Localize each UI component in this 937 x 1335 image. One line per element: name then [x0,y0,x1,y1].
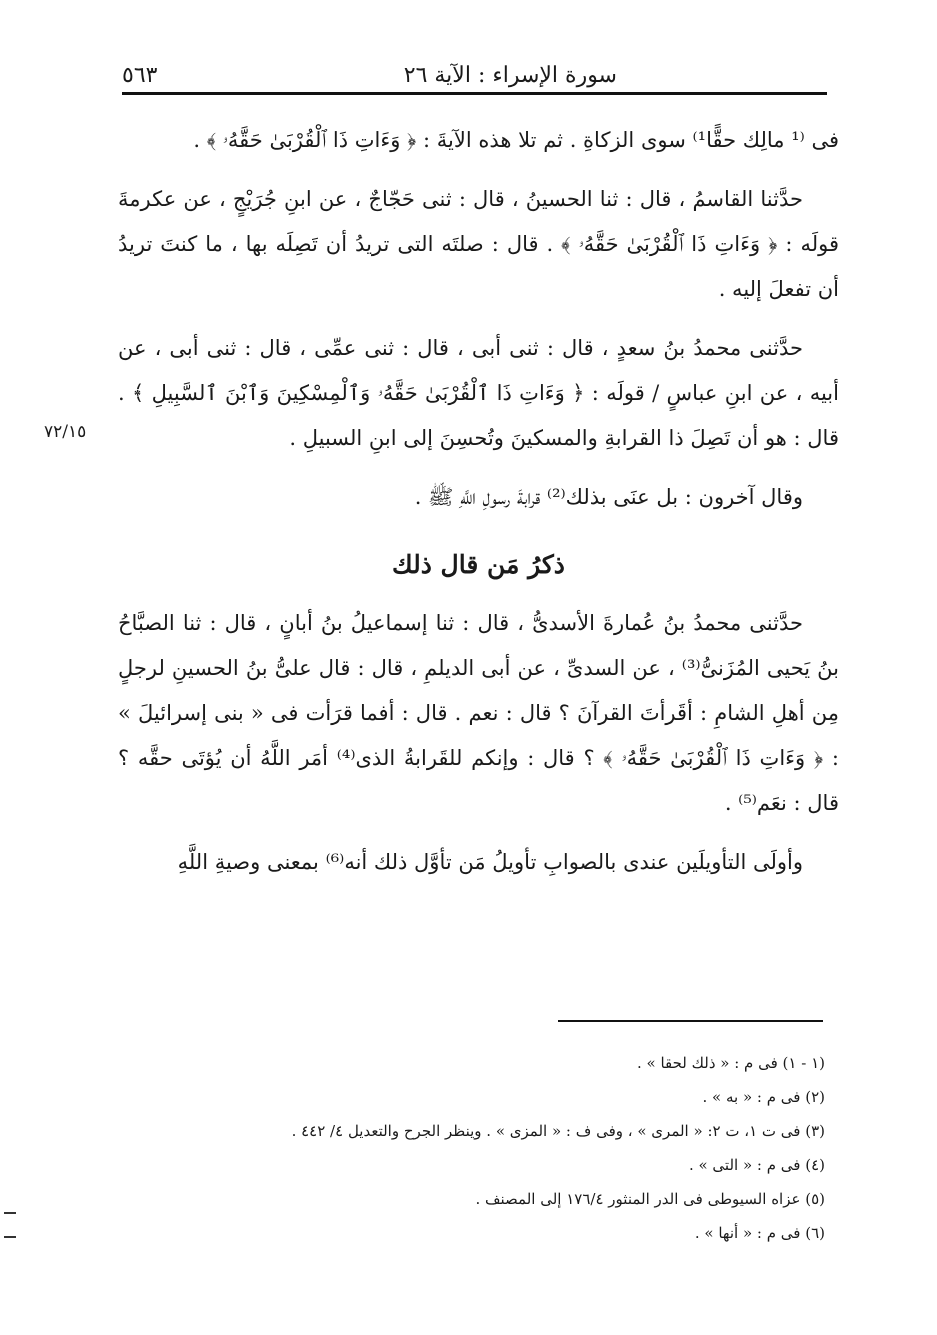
paragraph: حدَّثنى محمدُ بنُ عُمارةَ الأسدىُّ ، قال : ثنا إسماعيلُ بنُ أبانٍ ، قال : ثنا الصبَّاحُ بنُ يَحيى المُزَنىُّ⁽³⁾ ، عن السدىِّ ، عن أبى الديلمِ ، قال : قال علىُّ بنُ الحسينِ لرجلٍ مِن أهلِ الشامِ : أقَرأتَ القرآنَ ؟ قال : نعم . قال : أفما قرَأت فى « بنى إسرائيلَ » : ﴿ وَءَاتِ ذَا ٱلْقُرْبَىٰ حَقَّهُۥ ﴾ ؟ قال : وإنكم للقَرابةُ الذى⁽⁴⁾ أمَر اللَّهُ أن يُؤتَى حقَّه ؟ قال : نعَم⁽⁵⁾ . [118,611,839,815]
scan-mark [4,1212,16,1214]
section-heading: ذكرُ مَن قال ذلك [392,550,565,579]
footnote: (٢) فى م : « به » . [702,1088,825,1106]
paragraph: حدَّثنا القاسمُ ، قال : ثنا الحسينُ ، قال : ثنى حَجّاجٌ ، عن ابنِ جُرَيْجٍ ، عن عكرمةَ قولَه : ﴿ وَءَاتِ ذَا ٱلْقُرْبَىٰ حَقَّهُۥ ﴾ . قال : صلتَه التى تريدُ أن تَصِلَه بها ، ما كنتَ تريدُ أن تفعلَ إليه . [118,187,839,301]
paragraph: وأولَى التأويلَين عندى بالصوابِ تأويلُ مَن تأوَّل ذلك أنه⁽⁶⁾ بمعنى وصيةِ اللَّهِ [177,850,803,874]
page-number: ٥٦٣ [122,63,158,88]
page-header [122,40,827,88]
footnote: (٣) فى ت ١، ت ٢: « المرى » ، وفى ف : « المزى » . وينظر الجرح والتعديل ٤/ ٤٤٢ . [291,1122,825,1140]
footnote: (١ - ١) فى م : « ذلك لحقا » . [636,1054,825,1072]
footnote: (٥) عزاه السيوطى فى الدر المنثور ١٧٦/٤ إلى المصنف . [475,1190,825,1208]
margin-reference: ٧٢/١٥ [44,422,87,442]
footnote: (٦) فى م : « أنها » . [694,1224,825,1242]
footnote: (٤) فى م : « التى » . [688,1156,825,1174]
running-title: سورة الإسراء : الآية ٢٦ [403,63,617,88]
header-divider [122,92,827,95]
scan-mark [4,1236,16,1238]
footnote-divider [558,1020,823,1022]
footnotes [200,1046,825,1250]
paragraph: حدَّثنى محمدُ بنُ سعدٍ ، قال : ثنى أبى ، قال : ثنى عمِّى ، قال : ثنى أبى ، عن أبيه ، عن ابنِ عباسٍ / قولَه : ﴿ وَءَاتِ ذَا ٱلْقُرْبَىٰ حَقَّهُۥ وَٱلْمِسْكِينَ وَٱبْنَ ٱلسَّبِيلِ ﴾ . قال : هو أن تَصِلَ ذا القرابةِ والمسكينَ وتُحسِنَ إلى ابنِ السبيلِ . [118,336,839,450]
paragraph: وقال آخرون : بل عنَى بذلك⁽²⁾ قرابةَ رسولِ اللَّهِ ﷺ . [414,485,803,509]
paragraph: فى ⁽¹ مالِك حقًّا¹⁾ سوى الزكاةِ . ثم تلا هذه الآيةَ : ﴿ وَءَاتِ ذَا ٱلْقُرْبَىٰ حَقَّهُۥ ﴾ . [193,128,839,152]
main-text [118,118,839,899]
